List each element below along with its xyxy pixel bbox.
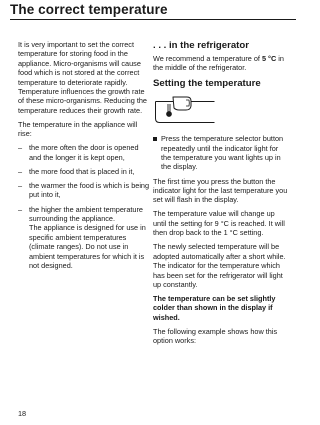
adoption-paragraph: The newly selected temperature will be adopted automatically after a short while. The indicator for the temperature which has been set for the refrigerator will light up constantly. — [153, 242, 286, 289]
section-heading: . . . in the refrigerator — [153, 40, 249, 51]
list-item: – the warmer the food is which is being put into it, — [18, 181, 150, 200]
list-item-text: the more often the door is opened and the longer it is kept open, — [29, 143, 139, 162]
right-column — [153, 40, 290, 350]
list-item-text: the more food that is placed in it, — [29, 166, 135, 176]
thermometer-icon — [167, 104, 172, 116]
intro-paragraph: It is very important to set the correct temperature for storing food in the appliance. Micro-organisms will cause food which is not stored at the correct temperature to deteriorate rapidly. Temperature influences the growth rate of these micro-organisms. Reducing the temperature reduces their growth rate. — [18, 40, 147, 115]
list-item-text: the higher the ambient temperature surrounding the appliance. — [29, 204, 143, 223]
temperature-selector-panel-icon — [153, 95, 217, 125]
list-item: – the more often the door is opened and the longer it is kept open, — [18, 143, 150, 162]
instruction-text: Press the temperature selector button repeatedly until the indicator light for the temperature you want lights up in the display. — [161, 134, 284, 172]
recommended-temperature: 5 °C — [261, 54, 277, 63]
bullet-square-icon — [153, 137, 157, 141]
pressing-finger-icon — [173, 97, 191, 110]
recommendation-paragraph: We recommend a temperature of 5 °C in the middle of the refrigerator. — [153, 54, 284, 73]
page-number: 18 — [18, 409, 27, 418]
left-column — [18, 40, 150, 275]
list-item: – the higher the ambient temperature surrounding the appliance. The appliance is designed for use in specific ambient temperatures (climate ranges). Do not use in ambient temperatures for which it is not designed. — [18, 205, 150, 271]
list-item-text: the warmer the food is which is being put into it, — [29, 181, 150, 200]
page-title: The correct temperature — [10, 2, 168, 17]
list-item: – the more food that is placed in it, — [18, 167, 150, 176]
first-press-paragraph: The first time you press the button the indicator light for the last temperature you set will flash in the display. — [153, 176, 288, 205]
setting-temperature-heading: Setting the temperature — [153, 77, 261, 89]
instruction-item — [153, 134, 290, 172]
colder-setting-note: The temperature can be set slightly colder than shown in the display if wished. — [153, 294, 276, 322]
temperature-rise-intro: The temperature in the appliance will rise: — [18, 119, 138, 139]
value-change-paragraph: The temperature value will change up until the setting for 9 °C is reached. It will then drop back to the 1 °C setting. — [153, 209, 285, 238]
title-divider — [10, 19, 296, 20]
climate-range-note: The appliance is designed for use in specific ambient temperatures (climate ranges). Do not use in ambient temperatures for which it is not designed. — [29, 223, 146, 270]
example-intro-paragraph: The following example shows how this option works: — [153, 326, 278, 346]
